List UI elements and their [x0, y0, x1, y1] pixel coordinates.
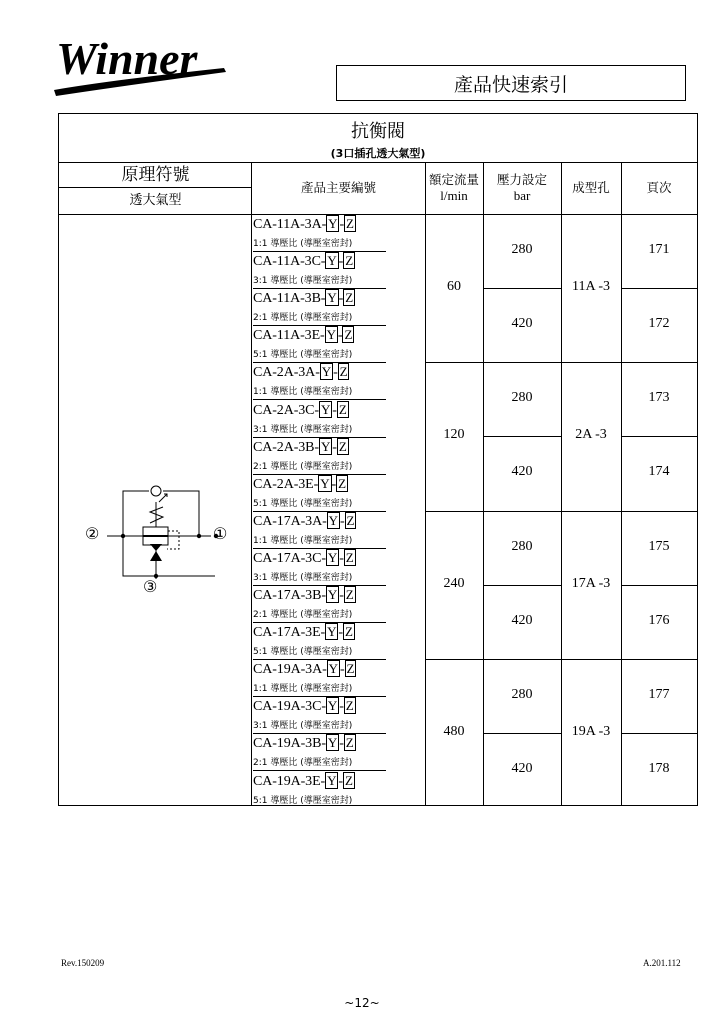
page-value: 173: [648, 390, 670, 406]
option-z-box: Z: [346, 661, 355, 677]
option-y-box: Y: [320, 438, 331, 454]
page-value: 178: [648, 761, 670, 777]
flow-value: 60: [447, 279, 461, 294]
valve-index-table: [58, 113, 698, 806]
option-z-box: Z: [344, 772, 353, 788]
option-y-box: Y: [327, 735, 338, 751]
col-flow-header: [425, 162, 483, 214]
code-row: [253, 252, 386, 289]
pressure-value: 420: [511, 761, 533, 777]
pressure-value: 280: [511, 538, 533, 554]
code-row: [253, 215, 386, 252]
option-z-box: Z: [346, 512, 355, 528]
option-z-box: Z: [338, 475, 346, 491]
pilot-ratio-desc: 3:1 導壓比 (導壓室密封): [253, 276, 353, 287]
option-y-box: Y: [327, 549, 338, 565]
product-code: CA-17A-3C- Y - Z: [253, 549, 354, 566]
code-row: [253, 438, 386, 475]
port-2-label: ②: [85, 526, 100, 543]
flow-value: 480: [443, 724, 465, 740]
pilot-ratio-desc: 5:1 導壓比 (導壓室密封): [253, 647, 353, 658]
product-code: CA-11A-3C- Y - Z: [253, 253, 354, 270]
port-3-label: ③: [143, 579, 158, 596]
option-z-box: Z: [344, 624, 353, 640]
option-y-box: Y: [328, 512, 338, 528]
product-code: CA-17A-3B- Y - Z: [253, 587, 354, 603]
option-y-box: Y: [327, 772, 337, 788]
product-code: CA-2A-3A- Y - Z: [253, 364, 348, 381]
product-code: CA-19A-3C- Y - Z: [253, 698, 354, 715]
option-y-box: Y: [320, 475, 330, 491]
table-title: 抗衡閥: [351, 121, 405, 142]
pilot-ratio-desc: 3:1 導壓比 (導壓室密封): [253, 572, 353, 583]
option-y-box: Y: [327, 253, 337, 269]
option-z-box: Z: [345, 587, 354, 602]
product-code-base: CA-11A-3A-: [253, 217, 327, 232]
product-code-base: CA-11A-3B-: [253, 291, 326, 307]
cavity-value: 2A -3: [575, 427, 607, 443]
product-code: CA-17A-3A- Y - Z: [253, 512, 355, 529]
option-z-box: Z: [345, 290, 354, 306]
flow-value: 120: [443, 427, 465, 443]
product-code: CA-17A-3E- Y - Z: [253, 624, 353, 641]
code-row: [253, 660, 386, 697]
option-z-box: Z: [346, 216, 354, 231]
pilot-ratio-desc: 2:1 導壓比 (導壓室密封): [253, 313, 353, 324]
page-value: 171: [648, 242, 670, 257]
pilot-ratio-desc: 1:1 導壓比 (導壓室密封): [253, 684, 353, 695]
product-code-base: CA-19A-3E-: [253, 773, 326, 789]
col-symbol-sub-header: 透大氣型: [129, 192, 182, 208]
pressure-value: 280: [511, 687, 533, 703]
product-code: CA-2A-3E- Y - Z: [253, 475, 346, 492]
product-code-base: CA-17A-3E-: [253, 625, 326, 641]
pilot-ratio-desc: 5:1 導壓比 (導壓室密封): [253, 350, 353, 361]
col-pressure-unit: bar: [513, 188, 531, 203]
option-y-box: Y: [328, 661, 338, 677]
product-code-base: CA-11A-3E-: [253, 328, 325, 344]
product-code: CA-19A-3E- Y - Z: [253, 772, 353, 789]
option-z-box: Z: [338, 401, 347, 417]
code-row: [253, 401, 386, 438]
product-code-base: CA-17A-3B-: [253, 588, 326, 603]
product-code-base: CA-2A-3C-: [253, 402, 319, 418]
col-pressure-header: [483, 162, 561, 214]
page-value: 176: [648, 612, 670, 628]
option-y-box: Y: [328, 216, 338, 231]
product-code-base: CA-2A-3E-: [253, 476, 319, 492]
option-z-box: Z: [338, 438, 347, 454]
product-code-base: CA-19A-3B-: [253, 736, 326, 752]
option-z-box: Z: [339, 364, 348, 380]
col-code-header: 產品主要編號: [300, 180, 376, 195]
pilot-ratio-desc: 2:1 導壓比 (導壓室密封): [253, 610, 353, 620]
code-row: [253, 772, 386, 809]
product-code-base: CA-19A-3A-: [253, 662, 327, 678]
page-number: ~12~: [344, 996, 380, 1010]
col-symbol-header: 原理符號: [121, 164, 190, 185]
pilot-ratio-desc: 2:1 導壓比 (導壓室密封): [253, 461, 353, 472]
code-row: [253, 623, 386, 660]
option-z-box: Z: [345, 549, 354, 565]
winner-logo: [52, 28, 228, 98]
index-title: 產品快速索引: [336, 65, 686, 101]
pressure-value: 420: [511, 316, 533, 331]
option-z-box: Z: [345, 735, 354, 751]
flow-value: 240: [443, 575, 465, 591]
product-code: CA-11A-3A- Y - Z: [253, 216, 354, 232]
option-z-box: Z: [345, 698, 354, 714]
product-code-base: CA-2A-3A-: [253, 365, 320, 381]
pressure-value: 280: [511, 242, 533, 257]
product-code-base: CA-17A-3C-: [253, 550, 326, 566]
product-code: CA-11A-3E- Y - Z: [253, 327, 353, 344]
cavity-value: 11A -3: [572, 279, 610, 294]
pilot-ratio-desc: 3:1 導壓比 (導壓室密封): [253, 424, 353, 435]
pilot-ratio-desc: 5:1 導壓比 (導壓室密封): [253, 795, 353, 806]
page-value: 175: [648, 538, 670, 554]
logo-wordmark: Winner: [56, 33, 198, 84]
revision-code: Rev.150209: [61, 958, 105, 968]
page-value: 177: [648, 687, 670, 703]
col-cavity-header: 成型孔: [572, 180, 610, 195]
col-pressure-label: 壓力設定: [496, 172, 547, 187]
page-value: 172: [648, 316, 670, 331]
product-code: CA-2A-3C- Y - Z: [253, 401, 347, 418]
pressure-value: 420: [511, 464, 533, 480]
option-y-box: Y: [326, 327, 336, 343]
pilot-ratio-desc: 1:1 導壓比 (導壓室密封): [253, 387, 353, 398]
product-code: CA-19A-3B- Y - Z: [253, 735, 354, 752]
code-row: [253, 549, 386, 586]
option-y-box: Y: [327, 290, 337, 306]
code-row: [253, 326, 386, 363]
product-code-base: CA-17A-3A-: [253, 513, 327, 529]
product-code-base: CA-2A-3B-: [253, 439, 319, 455]
product-code: CA-19A-3A- Y - Z: [253, 661, 355, 678]
code-row: [253, 289, 386, 326]
product-code: CA-11A-3B- Y - Z: [253, 290, 354, 307]
col-flow-unit: l/min: [440, 188, 468, 203]
code-row: [253, 586, 386, 623]
table-subtitle: (3口插孔透大氣型): [330, 147, 426, 160]
option-z-box: Z: [345, 253, 354, 269]
option-y-box: Y: [321, 364, 332, 380]
page-value: 174: [648, 464, 670, 480]
code-row: [253, 697, 386, 734]
pressure-value: 280: [511, 390, 533, 406]
option-y-box: Y: [327, 587, 338, 602]
code-row: [253, 475, 386, 512]
code-row: [253, 363, 386, 400]
pilot-ratio-desc: 2:1 導壓比 (導壓室密封): [253, 758, 353, 769]
cavity-value: 19A -3: [571, 724, 611, 740]
code-row: [253, 734, 386, 771]
option-y-box: Y: [327, 624, 337, 640]
product-code-base: CA-19A-3C-: [253, 699, 326, 715]
pilot-ratio-desc: 1:1 導壓比 (導壓室密封): [253, 535, 353, 546]
col-page-header: 頁次: [646, 180, 672, 195]
pilot-ratio-desc: 1:1 導壓比 (導壓室密封): [253, 239, 353, 249]
option-y-box: Y: [320, 401, 331, 417]
pressure-value: 420: [511, 612, 533, 628]
product-code: CA-2A-3B- Y - Z: [253, 438, 347, 455]
option-z-box: Z: [344, 327, 353, 343]
col-flow-label: 額定流量: [428, 172, 479, 187]
pilot-ratio-desc: 5:1 導壓比 (導壓室密封): [253, 498, 353, 509]
table-header: [59, 114, 697, 163]
document-code: A.201.112: [643, 958, 681, 968]
cavity-value: 17A -3: [571, 575, 611, 591]
option-y-box: Y: [327, 698, 338, 714]
pilot-ratio-desc: 3:1 導壓比 (導壓室密封): [253, 721, 353, 732]
port-1-label: ①: [213, 526, 228, 543]
code-row: [253, 512, 386, 549]
product-code-base: CA-11A-3C-: [253, 254, 326, 270]
